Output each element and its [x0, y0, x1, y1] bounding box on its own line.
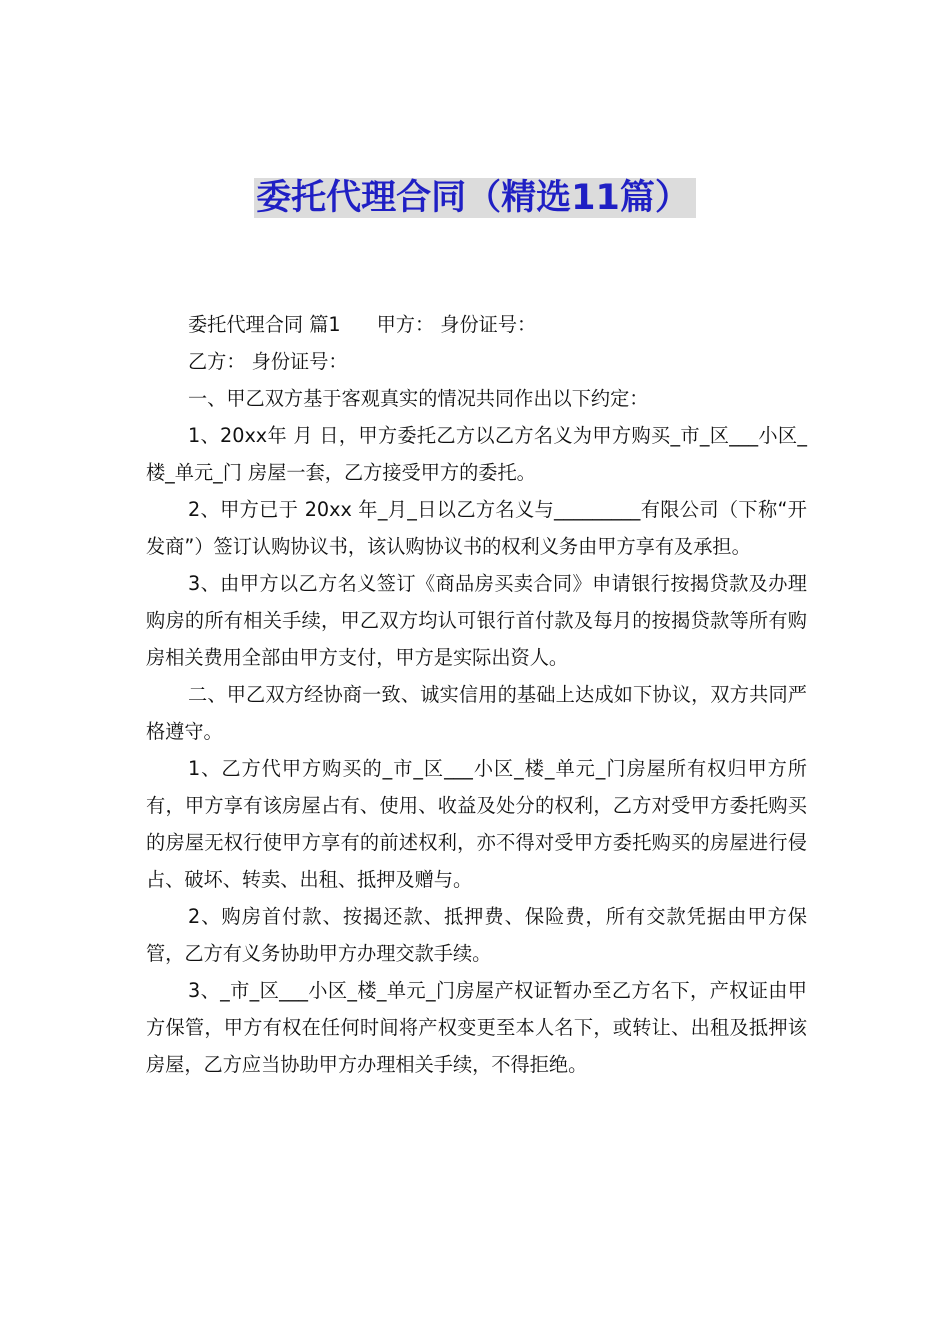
paragraph: 1、乙方代甲方购买的_市_区___小区_楼_单元_门房屋所有权归甲方所有，甲方享有该房屋占有、使用、收益及处分的权利，乙方对受甲方委托购买的房屋无权行使甲方享有的前述权利，亦不得对受甲方委托购买的房屋进行侵占、破坏、转卖、出租、抵押及赠与。: [146, 757, 807, 891]
paragraph: 3、由甲方以乙方名义签订《商品房买卖合同》申请银行按揭贷款及办理购房的所有相关手续，甲乙双方均认可银行首付款及每月的按揭贷款等所有购房相关费用全部由甲方支付，甲方是实际出资人。: [146, 572, 807, 669]
paragraph: 乙方： 身份证号：: [188, 350, 348, 373]
paragraph: 2、购房首付款、按揭还款、抵押费、保险费，所有交款凭据由甲方保管，乙方有义务协助甲方办理交款手续。: [146, 905, 807, 965]
paragraph: 3、_市_区___小区_楼_单元_门房屋产权证暂办至乙方名下，产权证由甲方保管，甲方有权在任何时间将产权变更至本人名下，或转让、出租及抵押该房屋，乙方应当协助甲方办理相关手续，不得拒绝。: [146, 979, 807, 1076]
title-container: [0, 178, 950, 218]
header-line: [146, 306, 807, 343]
document-title: 委托代理合同（精选11篇）: [254, 178, 696, 218]
paragraph: 2、甲方已于 20xx 年_月_日以乙方名义与_________有限公司（下称“开发商”）签订认购协议书，该认购协议书的权利义务由甲方享有及承担。: [146, 498, 807, 558]
party-a-line: 甲方： 身份证号：: [376, 313, 537, 336]
document-body: [146, 306, 807, 1083]
paragraph: 二、甲乙双方经协商一致、诚实信用的基础上达成如下协议，双方共同严格遵守。: [146, 683, 807, 743]
paragraph: 1、20xx年 月 日，甲方委托乙方以乙方名义为甲方购买_市_区___小区_楼_单元_门 房屋一套，乙方接受甲方的委托。: [146, 424, 807, 484]
contract-name: 委托代理合同 篇1: [188, 313, 341, 336]
paragraph: 一、甲乙双方基于客观真实的情况共同作出以下约定：: [188, 387, 649, 410]
